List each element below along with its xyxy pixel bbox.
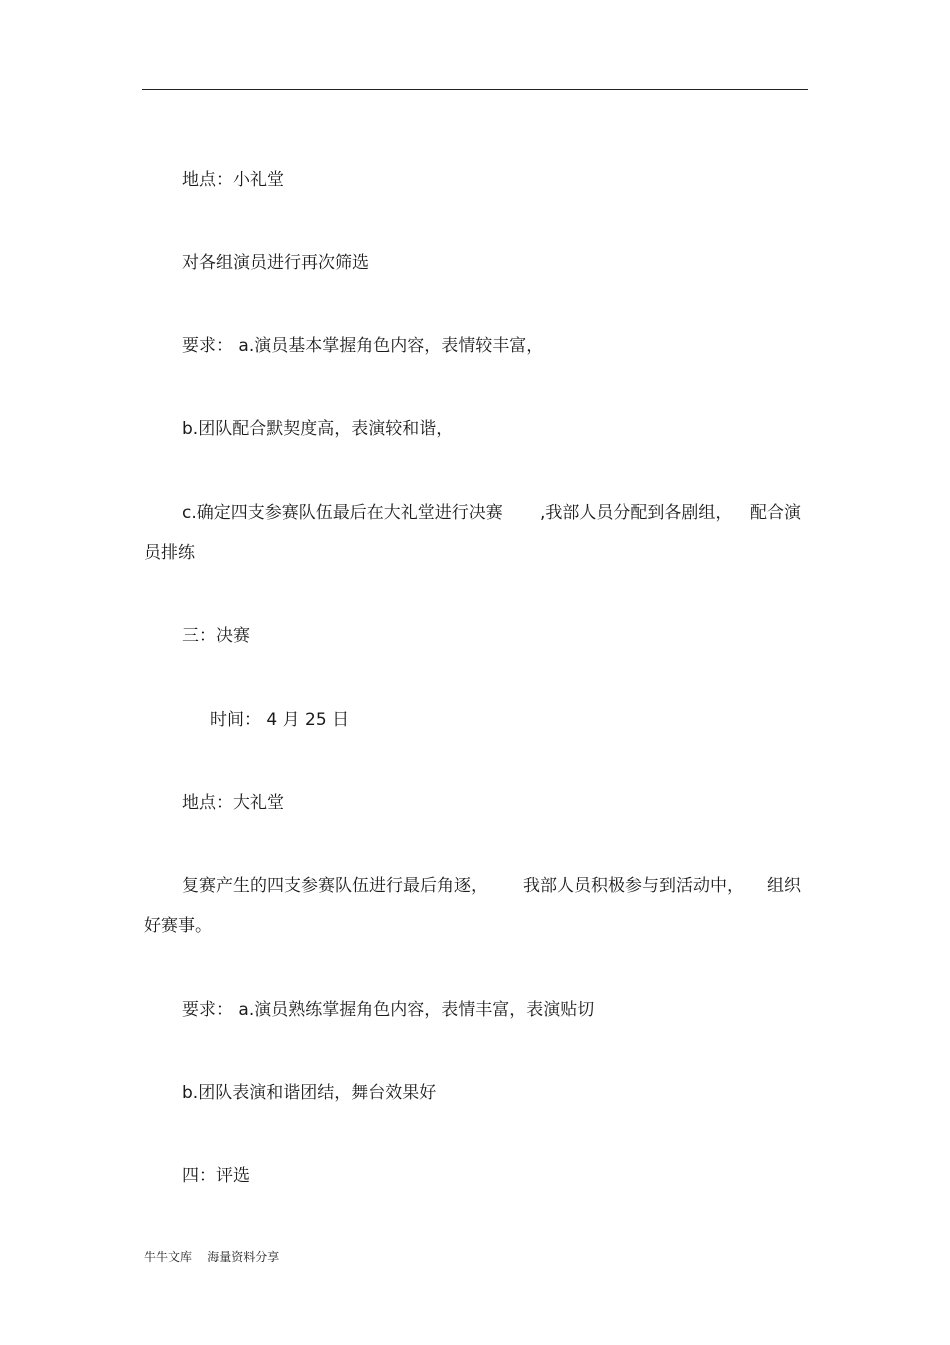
final-description-part3: 组织: [767, 876, 801, 896]
section-final-heading: 三：决赛: [182, 626, 250, 646]
semifinal-requirement-c-part2: ,我部人员分配到各剧组，: [540, 503, 733, 523]
semifinal-requirement-c-part3: 配合演: [750, 503, 801, 523]
final-description-cont: 好赛事。: [144, 916, 212, 936]
header-rule: [142, 89, 808, 90]
final-requirement-a: 要求： a.演员熟练掌握角色内容，表情丰富，表演贴切: [182, 1000, 595, 1020]
section-selection-heading: 四：评选: [182, 1166, 250, 1186]
venue-semifinal: 地点：小礼堂: [182, 170, 284, 190]
footer-text: 牛牛文库 海量资料分享: [144, 1250, 280, 1264]
final-date: 时间： 4 月 25 日: [210, 710, 350, 730]
final-description-part1: 复赛产生的四支参赛队伍进行最后角逐，: [182, 876, 488, 896]
semifinal-description: 对各组演员进行再次筛选: [182, 253, 369, 273]
semifinal-requirement-b: b.团队配合默契度高，表演较和谐，: [182, 419, 454, 439]
semifinal-requirement-c-part1: c.确定四支参赛队伍最后在大礼堂进行决赛: [182, 503, 503, 523]
final-requirement-b: b.团队表演和谐团结，舞台效果好: [182, 1083, 437, 1103]
venue-final: 地点：大礼堂: [182, 793, 284, 813]
final-description-part2: 我部人员积极参与到活动中，: [523, 876, 744, 896]
semifinal-requirement-a: 要求： a.演员基本掌握角色内容，表情较丰富，: [182, 336, 544, 356]
semifinal-requirement-c-cont: 员排练: [144, 543, 195, 563]
